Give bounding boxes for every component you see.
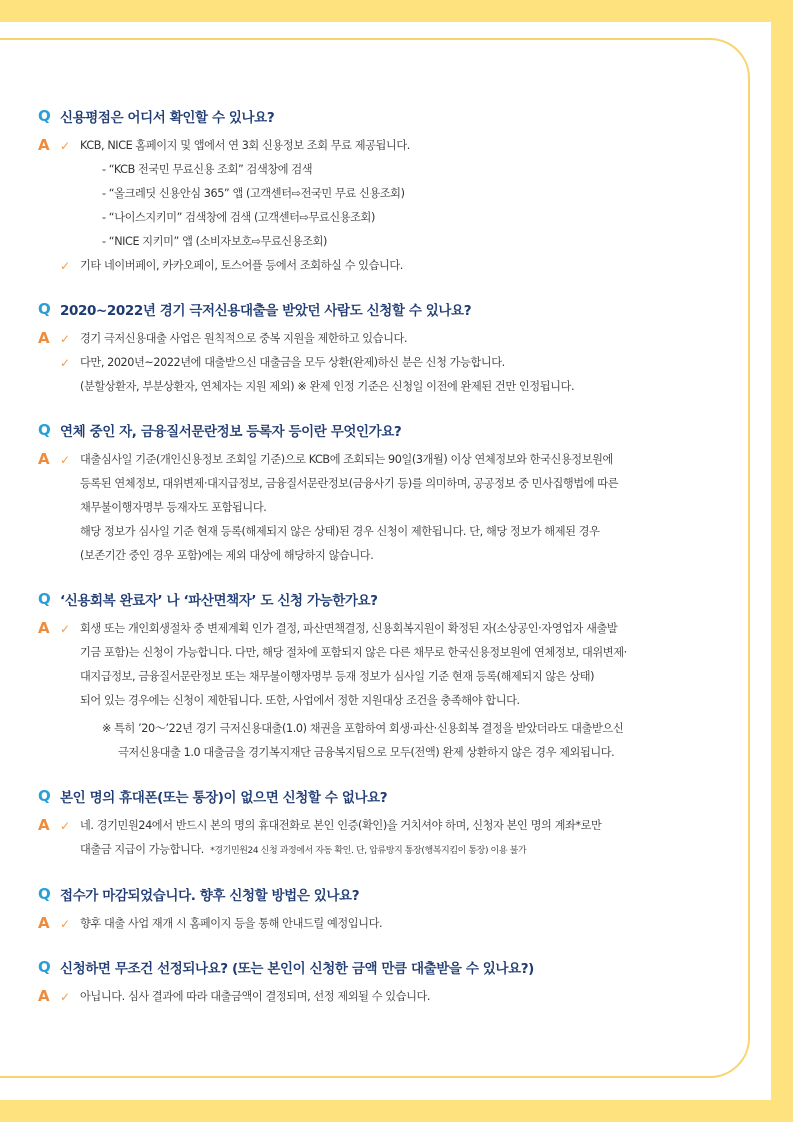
question-row <box>38 882 738 906</box>
answer-text: 회생 또는 개인회생절차 중 변제계획 인가 결정, 파산면책결정, 신용회복지원이 확정된 자(소상공인·자영업자 새출발 <box>80 622 618 635</box>
answer-body <box>60 327 738 399</box>
question-text: 신용평점은 어디서 확인할 수 있나요? <box>60 110 275 126</box>
answer-sub-item: - “올크레딧 신용안심 365” 앱 (고객센터⇨전국민 무료 신용조회) <box>102 187 405 200</box>
answer-row <box>38 617 738 765</box>
a-mark: A <box>38 987 50 1005</box>
a-mark: A <box>38 450 50 468</box>
question-text: 2020~2022년 경기 극저신용대출을 받았던 사람도 신청할 수 있나요? <box>60 303 472 319</box>
answer-body <box>60 814 738 863</box>
question-row <box>38 955 738 979</box>
question-row <box>38 587 738 611</box>
question-text: ‘신용회복 완료자’ 나 ‘파산면책자’ 도 신청 가능한가요? <box>60 593 378 609</box>
answer-continuation: 기금 포함)는 신청이 가능합니다. 다만, 해당 절차에 포함되지 않은 다른 채무로 한국신용정보원에 연체정보, 대위변제· <box>80 646 627 659</box>
check-icon: ✓ <box>60 356 71 370</box>
answer-remark-continuation: 극저신용대출 1.0 대출금을 경기복지재단 금융복지팀으로 모두(전액) 완제 상환하지 않은 경우 제외됩니다. <box>118 746 615 759</box>
faq-item-delinquency <box>38 418 738 568</box>
a-mark: A <box>38 136 50 154</box>
check-icon: ✓ <box>60 259 71 273</box>
q-mark: Q <box>38 421 51 439</box>
answer-row <box>38 448 738 568</box>
check-icon: ✓ <box>60 917 71 931</box>
a-mark: A <box>38 619 50 637</box>
check-icon: ✓ <box>60 819 71 833</box>
answer-continuation: 채무불이행자명부 등재자도 포함됩니다. <box>80 501 267 514</box>
q-mark: Q <box>38 885 51 903</box>
question-row <box>38 297 738 321</box>
answer-sub-item: - “나이스지키미” 검색창에 검색 (고객센터⇨무료신용조회) <box>102 211 375 224</box>
answer-text: 다만, 2020년~2022년에 대출받으신 대출금을 모두 상환(완제)하신 분은 신청 가능합니다. <box>80 356 505 369</box>
question-row <box>38 418 738 442</box>
q-mark: Q <box>38 787 51 805</box>
answer-row <box>38 814 738 863</box>
check-icon: ✓ <box>60 990 71 1004</box>
answer-body <box>60 134 738 278</box>
faq-item-closed <box>38 882 738 936</box>
a-mark: A <box>38 914 50 932</box>
check-icon: ✓ <box>60 453 71 467</box>
answer-text: KCB, NICE 홈페이지 및 앱에서 연 3회 신용정보 조회 무료 제공됩니다. <box>80 139 410 152</box>
question-text: 접수가 마감되었습니다. 향후 신청할 방법은 있나요? <box>60 888 360 904</box>
a-mark: A <box>38 329 50 347</box>
answer-footnote: *경기민원24 신청 과정에서 자동 확인. 단, 압류방지 통장(행복지킴이 통장) 이용 불가 <box>210 846 527 856</box>
answer-row <box>38 912 738 936</box>
right-tab-upper <box>771 38 793 382</box>
q-mark: Q <box>38 958 51 976</box>
answer-text: 기타 네이버페이, 카카오페이, 토스어플 등에서 조회하실 수 있습니다. <box>80 259 403 272</box>
check-icon: ✓ <box>60 139 71 153</box>
answer-text: 대출금 지급이 가능합니다. <box>80 843 204 856</box>
answer-row <box>38 985 738 1009</box>
q-mark: Q <box>38 590 51 608</box>
check-icon: ✓ <box>60 332 71 346</box>
question-text: 본인 명의 휴대폰(또는 통장)이 없으면 신청할 수 없나요? <box>60 790 388 806</box>
question-text: 연체 중인 자, 금융질서문란정보 등록자 등이란 무엇인가요? <box>60 424 402 440</box>
q-mark: Q <box>38 107 51 125</box>
answer-continuation <box>60 838 738 863</box>
faq-list <box>38 104 738 1028</box>
answer-sub-item: - “KCB 전국민 무료신용 조회” 검색창에 검색 <box>102 163 313 176</box>
answer-row <box>38 327 738 399</box>
question-text: 신청하면 무조건 선정되나요? (또는 본인이 신청한 금액 만큼 대출받을 수 있나요?) <box>60 961 534 977</box>
faq-item-credit-score <box>38 104 738 278</box>
answer-body <box>60 448 738 568</box>
answer-text: 아닙니다. 심사 결과에 따라 대출금액이 결정되며, 선정 제외될 수 있습니다. <box>80 990 431 1003</box>
bottom-border <box>0 1100 793 1122</box>
answer-remark: ※ 특히 ’20～’22년 경기 극저신용대출(1.0) 채권을 포함하여 회생·파산·신용회복 결정을 받았더라도 대출받으신 <box>102 722 624 735</box>
answer-continuation: 해당 정보가 심사일 기준 현재 등록(해제되지 않은 상태)된 경우 신청이 제한됩니다. 단, 해당 정보가 해제된 경우 <box>80 525 600 538</box>
faq-item-selection <box>38 955 738 1009</box>
top-border <box>0 0 793 22</box>
answer-continuation: 되어 있는 경우에는 신청이 제한됩니다. 또한, 사업에서 정한 지원대상 조건을 충족해야 합니다. <box>80 694 520 707</box>
answer-continuation: 대지급정보, 금융질서문란정보 또는 채무불이행자명부 등재 정보가 심사일 기준 현재 등록(해제되지 않은 상태) <box>80 670 595 683</box>
check-icon: ✓ <box>60 622 71 636</box>
answer-body <box>60 912 738 936</box>
answer-row <box>38 134 738 278</box>
answer-body <box>60 617 738 765</box>
answer-continuation: (분할상환자, 부분상환자, 연체자는 지원 제외) ※ 완제 인정 기준은 신청일 이전에 완제된 건만 인정됩니다. <box>80 380 575 393</box>
answer-text: 네. 경기민원24에서 반드시 본의 명의 휴대전화로 본인 인증(확인)을 거치셔야 하며, 신청자 본인 명의 계좌*로만 <box>80 819 602 832</box>
question-row <box>38 784 738 808</box>
a-mark: A <box>38 816 50 834</box>
answer-sub-item: - “NICE 지키미” 앱 (소비자보호⇨무료신용조회) <box>102 235 328 248</box>
answer-text: 대출심사일 기준(개인신용정보 조회일 기준)으로 KCB에 조회되는 90일(3개월) 이상 연체정보와 한국신용정보원에 <box>80 453 613 466</box>
answer-body <box>60 985 738 1009</box>
question-row <box>38 104 738 128</box>
answer-text: 향후 대출 사업 재개 시 홈페이지 등을 통해 안내드릴 예정입니다. <box>80 917 383 930</box>
answer-continuation: 등록된 연체정보, 대위변제·대지급정보, 금융질서문란정보(금융사기 등)를 의미하며, 공공정보 중 민사집행법에 따른 <box>80 477 619 490</box>
faq-item-phone-account <box>38 784 738 863</box>
faq-item-credit-recovery <box>38 587 738 765</box>
q-mark: Q <box>38 300 51 318</box>
right-tab-lower <box>771 740 793 1080</box>
answer-text: 경기 극저신용대출 사업은 원칙적으로 중복 지원을 제한하고 있습니다. <box>80 332 408 345</box>
answer-continuation: (보존기간 중인 경우 포함)에는 제외 대상에 해당하지 않습니다. <box>80 549 374 562</box>
faq-item-previous-loan <box>38 297 738 399</box>
